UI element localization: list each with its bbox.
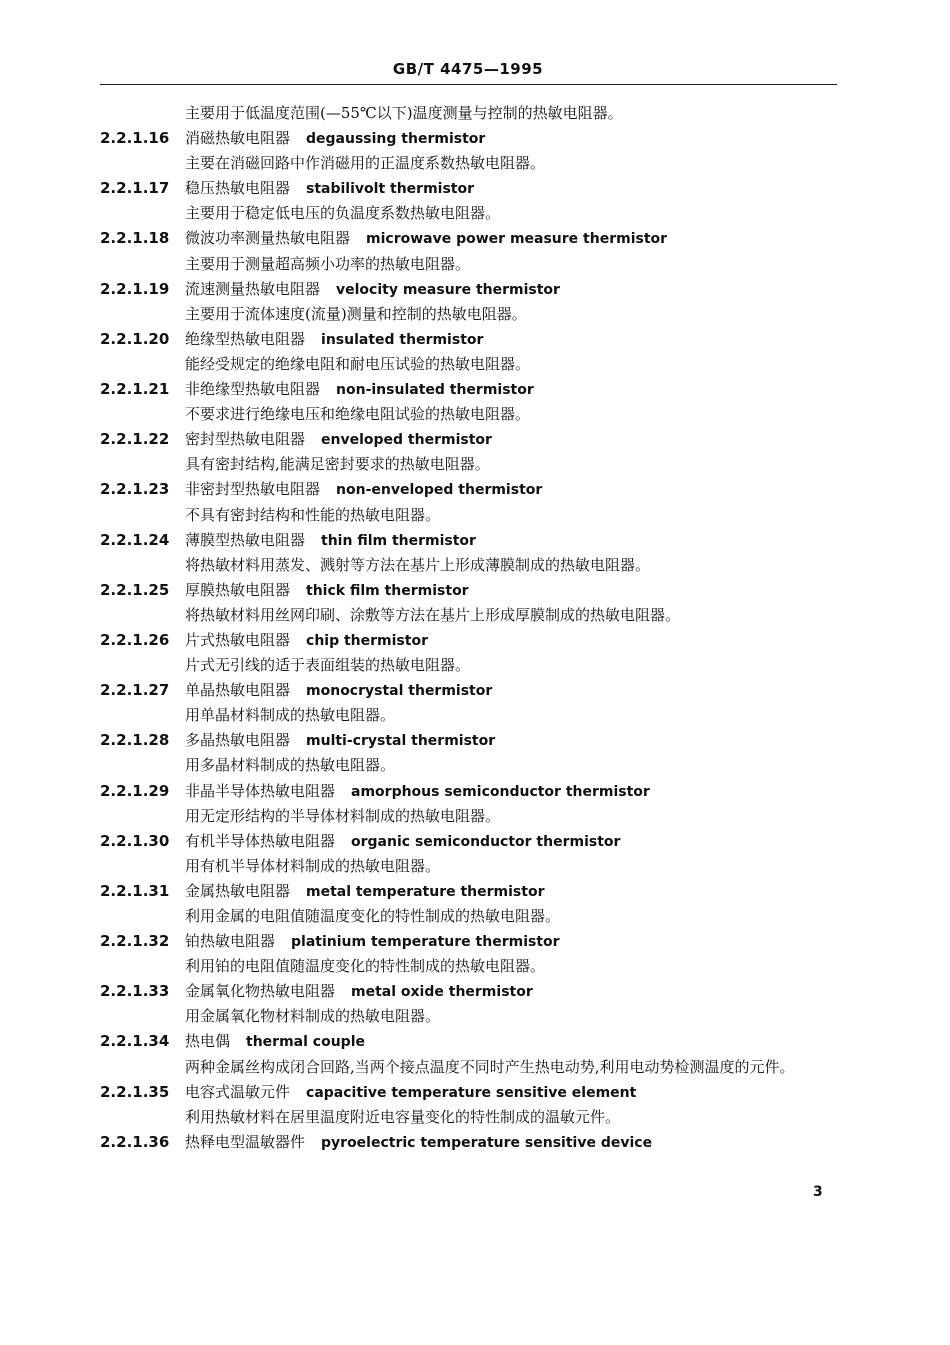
header-rule <box>100 84 837 85</box>
term-number: 2.2.1.25 <box>100 580 170 599</box>
term-chinese: 非绝缘型热敏电阻器 <box>185 380 321 399</box>
term-title <box>185 779 650 805</box>
term-chinese: 密封型热敏电阻器 <box>185 430 306 449</box>
term-chinese: 热电偶 <box>185 1032 231 1051</box>
term-chinese: 薄膜型热敏电阻器 <box>185 530 306 549</box>
term-number: 2.2.1.36 <box>100 1132 170 1151</box>
intro-line <box>100 101 840 126</box>
term-title <box>185 578 469 604</box>
term-number: 2.2.1.34 <box>100 1032 170 1051</box>
term-english: metal oxide thermistor <box>351 984 533 1001</box>
term-definition: 主要用于测量超高频小功率的热敏电阻器。 <box>185 254 471 273</box>
term-definition-line <box>100 452 840 477</box>
term-chinese: 微波功率测量热敏电阻器 <box>185 229 351 248</box>
term-english: non-insulated thermistor <box>336 382 534 399</box>
term-definition: 主要用于稳定低电压的负温度系数热敏电阻器。 <box>185 204 501 223</box>
term-chinese: 非密封型热敏电阻器 <box>185 480 321 499</box>
term-entry <box>100 1029 840 1054</box>
page-number: 3 <box>813 1184 823 1200</box>
term-english: pyroelectric temperature sensitive device <box>321 1134 653 1151</box>
term-definition: 用单晶材料制成的热敏电阻器。 <box>185 706 396 725</box>
term-entry <box>100 1130 840 1155</box>
term-number: 2.2.1.32 <box>100 932 170 951</box>
term-definition: 将热敏材料用丝网印刷、涂敷等方法在基片上形成厚膜制成的热敏电阻器。 <box>185 605 681 624</box>
term-definition-line <box>100 302 840 327</box>
term-english: non-enveloped thermistor <box>336 482 543 499</box>
term-title <box>185 226 667 252</box>
term-definition-line <box>100 854 840 879</box>
term-entry <box>100 126 840 151</box>
term-title <box>185 979 533 1005</box>
term-title <box>185 427 492 453</box>
term-number: 2.2.1.26 <box>100 630 170 649</box>
term-number: 2.2.1.29 <box>100 781 170 800</box>
term-number: 2.2.1.28 <box>100 731 170 750</box>
term-title <box>185 377 534 403</box>
term-definition-line <box>100 1055 840 1080</box>
term-number: 2.2.1.27 <box>100 681 170 700</box>
term-definition: 主要在消磁回路中作消磁用的正温度系数热敏电阻器。 <box>185 154 546 173</box>
term-english: metal temperature thermistor <box>306 883 545 900</box>
term-entry <box>100 277 840 302</box>
term-title <box>185 628 428 654</box>
term-entry <box>100 327 840 352</box>
term-chinese: 金属氧化物热敏电阻器 <box>185 982 336 1001</box>
term-entry <box>100 477 840 502</box>
term-english: amorphous semiconductor thermistor <box>351 783 650 800</box>
term-chinese: 多晶热敏电阻器 <box>185 731 291 750</box>
term-definition-line <box>100 753 840 778</box>
term-definition-line <box>100 954 840 979</box>
term-definition-line <box>100 503 840 528</box>
term-definition-line <box>100 1105 840 1130</box>
term-entry <box>100 1080 840 1105</box>
term-title <box>185 1130 652 1156</box>
term-title <box>185 277 560 303</box>
term-number: 2.2.1.17 <box>100 179 170 198</box>
term-definition: 用金属氧化物材料制成的热敏电阻器。 <box>185 1007 441 1026</box>
term-title <box>185 1029 365 1055</box>
term-number: 2.2.1.35 <box>100 1082 170 1101</box>
term-number: 2.2.1.16 <box>100 129 170 148</box>
term-number: 2.2.1.21 <box>100 380 170 399</box>
term-title <box>185 176 474 202</box>
term-number: 2.2.1.20 <box>100 329 170 348</box>
term-english: capacitive temperature sensitive element <box>306 1084 637 1101</box>
term-entry <box>100 377 840 402</box>
term-definition: 将热敏材料用蒸发、溅射等方法在基片上形成薄膜制成的热敏电阻器。 <box>185 555 651 574</box>
term-definition-line <box>100 151 840 176</box>
term-chinese: 电容式温敏元件 <box>185 1082 291 1101</box>
term-title <box>185 879 544 905</box>
term-english: chip thermistor <box>306 632 428 649</box>
term-chinese: 厚膜热敏电阻器 <box>185 580 291 599</box>
term-definition-line <box>100 553 840 578</box>
term-english: thermal couple <box>246 1034 365 1051</box>
term-number: 2.2.1.19 <box>100 279 170 298</box>
term-title <box>185 678 492 704</box>
term-title <box>185 728 495 754</box>
term-entry <box>100 879 840 904</box>
term-title <box>185 528 476 554</box>
term-chinese: 金属热敏电阻器 <box>185 881 291 900</box>
term-english: velocity measure thermistor <box>336 281 560 298</box>
term-definition-line <box>100 904 840 929</box>
term-entry <box>100 728 840 753</box>
term-english: enveloped thermistor <box>321 432 492 449</box>
term-title <box>185 1080 636 1106</box>
term-english: platinium temperature thermistor <box>291 934 560 951</box>
term-entry <box>100 176 840 201</box>
term-number: 2.2.1.22 <box>100 430 170 449</box>
term-entry <box>100 528 840 553</box>
term-chinese: 绝缘型热敏电阻器 <box>185 329 306 348</box>
term-title <box>185 327 483 353</box>
term-chinese: 有机半导体热敏电阻器 <box>185 831 336 850</box>
term-definition: 用无定形结构的半导体材料制成的热敏电阻器。 <box>185 806 501 825</box>
term-definition-line <box>100 201 840 226</box>
term-title <box>185 477 542 503</box>
term-english: thin film thermistor <box>321 532 476 549</box>
term-definition-line <box>100 402 840 427</box>
term-entry <box>100 578 840 603</box>
term-chinese: 热释电型温敏器件 <box>185 1132 306 1151</box>
term-chinese: 单晶热敏电阻器 <box>185 681 291 700</box>
term-english: degaussing thermistor <box>306 131 486 148</box>
term-entry <box>100 226 840 251</box>
term-entry <box>100 779 840 804</box>
intro-text: 主要用于低温度范围(—55℃以下)温度测量与控制的热敏电阻器。 <box>185 104 623 122</box>
term-chinese: 片式热敏电阻器 <box>185 630 291 649</box>
term-english: thick film thermistor <box>306 582 469 599</box>
term-definition: 不要求进行绝缘电压和绝缘电阻试验的热敏电阻器。 <box>185 405 531 424</box>
term-entry <box>100 427 840 452</box>
term-definition: 用多晶材料制成的热敏电阻器。 <box>185 756 396 775</box>
term-chinese: 流速测量热敏电阻器 <box>185 279 321 298</box>
term-entry <box>100 628 840 653</box>
term-chinese: 非晶半导体热敏电阻器 <box>185 781 336 800</box>
term-definition: 用有机半导体材料制成的热敏电阻器。 <box>185 856 441 875</box>
term-number: 2.2.1.23 <box>100 480 170 499</box>
term-number: 2.2.1.24 <box>100 530 170 549</box>
term-definition-line <box>100 252 840 277</box>
term-number: 2.2.1.18 <box>100 229 170 248</box>
term-title <box>185 829 620 855</box>
term-english: insulated thermistor <box>321 331 484 348</box>
term-definition: 主要用于流体速度(流量)测量和控制的热敏电阻器。 <box>185 304 527 323</box>
term-definition: 利用铂的电阻值随温度变化的特性制成的热敏电阻器。 <box>185 957 546 976</box>
term-definition-line <box>100 804 840 829</box>
term-definition: 具有密封结构,能满足密封要求的热敏电阻器。 <box>185 455 490 474</box>
term-list <box>100 101 840 1155</box>
term-definition: 片式无引线的适于表面组装的热敏电阻器。 <box>185 656 471 675</box>
term-chinese: 消磁热敏电阻器 <box>185 129 291 148</box>
term-entry <box>100 829 840 854</box>
term-chinese: 铂热敏电阻器 <box>185 932 276 951</box>
term-english: multi-crystal thermistor <box>306 733 496 750</box>
term-definition: 两种金属丝构成闭合回路,当两个接点温度不同时产生热电动势,利用电动势检测温度的元件。 <box>185 1057 795 1076</box>
term-english: stabilivolt thermistor <box>306 181 475 198</box>
term-definition-line <box>100 352 840 377</box>
term-number: 2.2.1.31 <box>100 881 170 900</box>
term-entry <box>100 979 840 1004</box>
term-chinese: 稳压热敏电阻器 <box>185 179 291 198</box>
term-definition-line <box>100 1004 840 1029</box>
term-number: 2.2.1.30 <box>100 831 170 850</box>
term-definition: 利用热敏材料在居里温度附近电容量变化的特性制成的温敏元件。 <box>185 1107 621 1126</box>
term-english: organic semiconductor thermistor <box>351 833 621 850</box>
standard-header: GB/T 4475—1995 <box>392 60 544 78</box>
term-number: 2.2.1.33 <box>100 982 170 1001</box>
term-definition-line <box>100 603 840 628</box>
term-entry <box>100 929 840 954</box>
term-definition: 不具有密封结构和性能的热敏电阻器。 <box>185 505 441 524</box>
term-english: monocrystal thermistor <box>306 683 493 700</box>
term-definition: 利用金属的电阻值随温度变化的特性制成的热敏电阻器。 <box>185 907 561 925</box>
term-english: microwave power measure thermistor <box>366 231 668 248</box>
term-title <box>185 929 560 955</box>
term-title <box>185 126 485 152</box>
term-definition: 能经受规定的绝缘电阻和耐电压试验的热敏电阻器。 <box>185 354 531 373</box>
term-definition-line <box>100 653 840 678</box>
term-definition-line <box>100 703 840 728</box>
term-entry <box>100 678 840 703</box>
